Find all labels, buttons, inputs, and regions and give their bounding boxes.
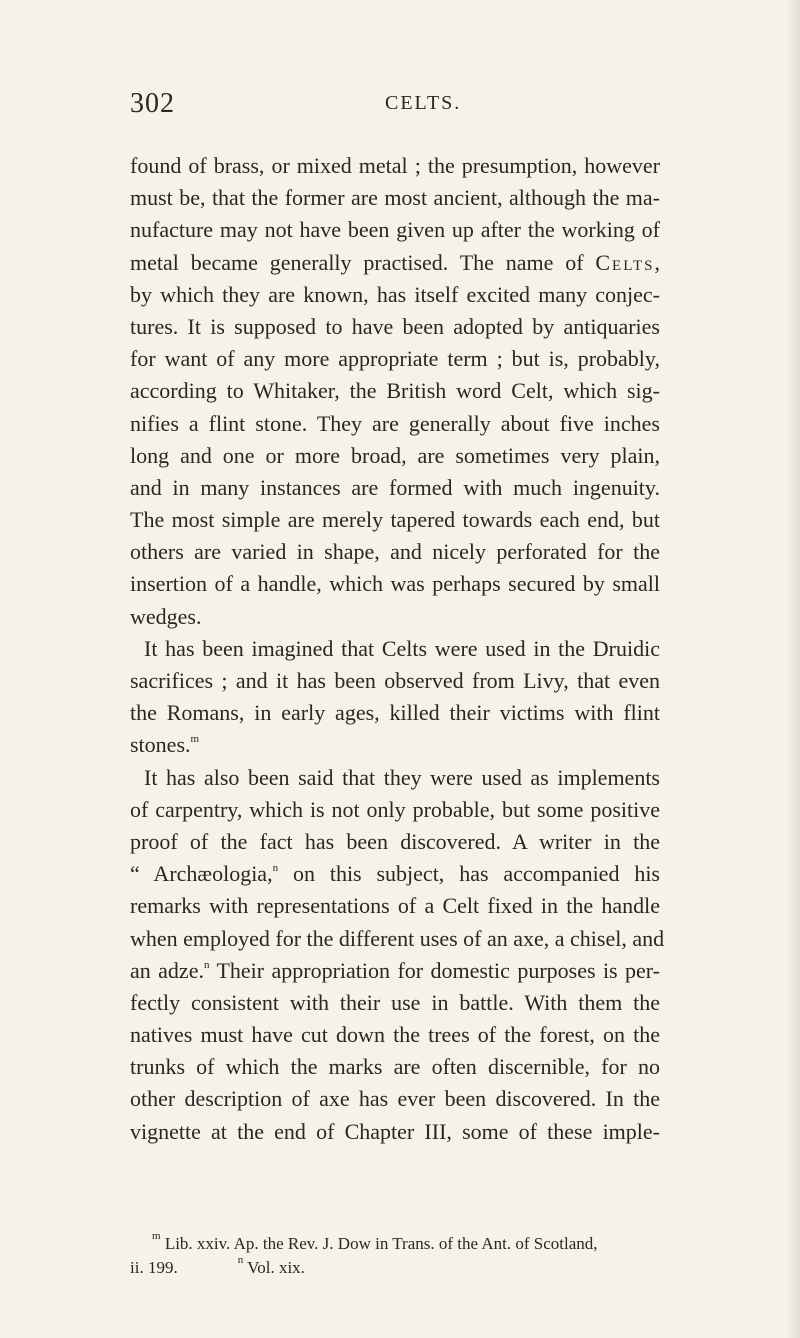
text-line: the Romans, in early ages, killed their victims with flint — [130, 700, 660, 726]
text-line: of carpentry, which is not only probable, but some positive — [130, 796, 660, 822]
running-head: CELTS. — [385, 92, 462, 114]
text-line: when employed for the different uses of an axe, a chisel, and — [130, 925, 665, 951]
footnote-n: Vol. xix. — [243, 1258, 305, 1277]
text-line: natives must have cut down the trees of the forest, on the — [130, 1022, 660, 1048]
footnote-mark-n: n — [237, 1254, 244, 1266]
text-line: other description of axe has ever been discovered. In the — [130, 1086, 660, 1112]
text-line: found of brass, or mixed metal ; the presumption, however — [130, 153, 660, 178]
text-line: for want of any more appropriate term ; but is, probably, — [130, 346, 660, 372]
footnote-text: Lib. xxiv. Ap. the Rev. J. Dow in Trans. of the Ant. of Scotland, — [160, 1234, 598, 1253]
text-line — [130, 729, 660, 761]
text-fragment: “ Archæologia, — [130, 861, 273, 887]
text-fragment: Their appropriation for domestic purposes is per- — [209, 957, 660, 983]
text-fragment: metal became generally practised. The name of — [130, 249, 596, 275]
text-line — [130, 247, 660, 279]
text-line: others are varied in shape, and nicely perforated for the — [130, 539, 660, 565]
text-line: nifies a flint stone. They are generally about five inches — [130, 410, 660, 436]
text-line: remarks with representations of a Celt fixed in the handle — [130, 893, 660, 919]
text-fragment: , — [654, 249, 660, 275]
text-fragment: on this subject, has accompanied his — [278, 861, 660, 887]
text-line: The most simple are merely tapered towards each end, but — [130, 507, 660, 533]
text-line — [130, 858, 660, 890]
text-line: long and one or more broad, are sometimes very plain, — [130, 442, 660, 468]
text-line: according to Whitaker, the British word Celt, which sig- — [130, 378, 660, 404]
footnote-ref-m: m — [190, 733, 200, 746]
text-line: nufacture may not have been given up after the working of — [130, 217, 660, 243]
text-line: proof of the fact has been discovered. A writer in the — [130, 828, 660, 854]
page-number: 302 — [130, 88, 175, 119]
celts-term: Celts — [595, 249, 655, 275]
footnotes — [130, 1232, 660, 1280]
text-line: must be, that the former are most ancient, although the ma- — [130, 185, 660, 211]
footnote-m — [130, 1232, 660, 1256]
text-line: tures. It is supposed to have been adopted by antiquaries — [130, 313, 660, 339]
text-line: It has been imagined that Celts were used in the Druidic — [144, 635, 660, 661]
footnote-mark-m: m — [152, 1230, 161, 1242]
footnote-ref-n: n — [203, 958, 210, 971]
text-line: It has also been said that they were used as implements — [144, 764, 660, 790]
footnote-ref-n: n — [272, 862, 279, 875]
text-line: vignette at the end of Chapter III, some of these imple- — [130, 1118, 660, 1144]
text-line: and in many instances are formed with much ingenuity. — [130, 474, 660, 500]
page-edge-shadow — [786, 0, 800, 1338]
text-fragment: stones. — [130, 732, 191, 758]
text-line: trunks of which the marks are often discernible, for no — [130, 1054, 660, 1080]
page-header — [130, 88, 660, 124]
text-line: wedges. — [130, 603, 202, 629]
text-fragment: an adze. — [130, 957, 204, 983]
text-line: fectly consistent with their use in battle. With them the — [130, 989, 660, 1015]
body-text — [130, 150, 665, 1148]
text-line: insertion of a handle, which was perhaps secured by small — [130, 571, 660, 597]
footnote-text: ii. 199. — [130, 1258, 178, 1277]
text-line: sacrifices ; and it has been observed from Livy, that even — [130, 668, 660, 693]
text-line: by which they are known, has itself excited many conjec- — [130, 281, 660, 307]
footnote-line — [130, 1256, 660, 1280]
text-line — [130, 955, 660, 987]
